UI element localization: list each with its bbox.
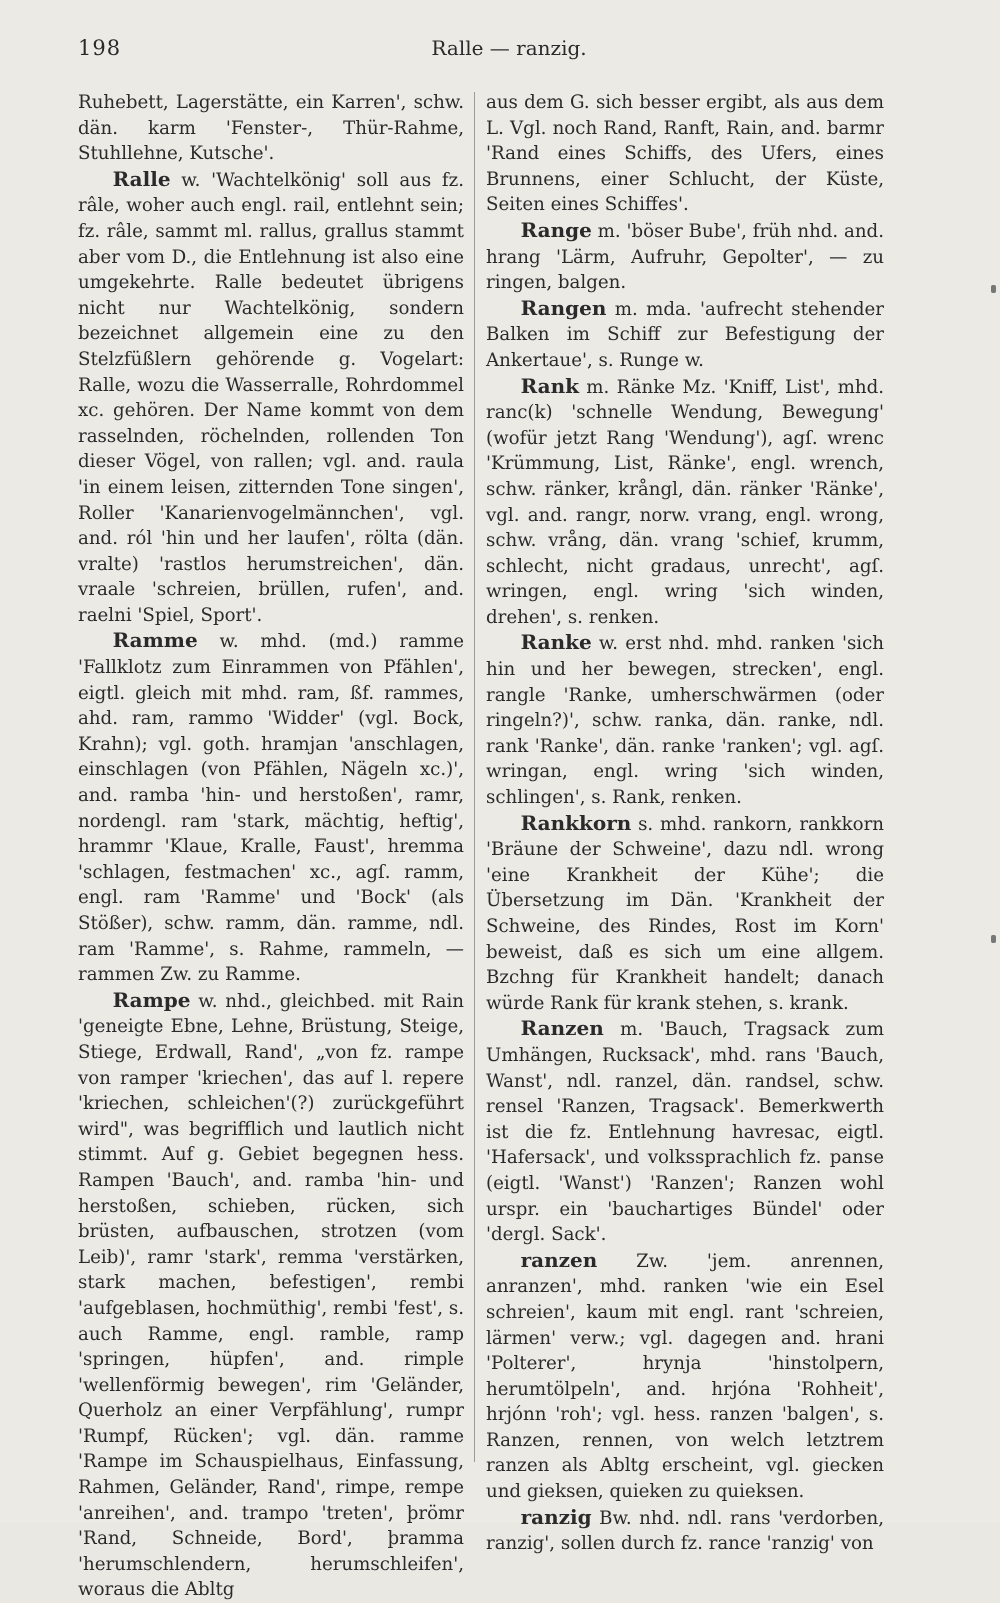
running-head: Ralle — ranzig. bbox=[431, 36, 587, 60]
page-header bbox=[78, 36, 940, 76]
entry-text: m. 'Bauch, Tragsack zum Umhängen, Rucksack', mhd. rans 'Bauch, Wanst', ndl. ranzel, dän. randsel, schw. rensel 'Ranzen, Tragsack'. Bemerkwerth ist die fz. Entlehnung havresac, eigtl. 'Hafersack', und volkssprachlich fz. panse (eigtl. 'Wanst') 'Ranzen'; Ranzen wohl urspr. ein 'bauchartiges Bündel' oder 'dergl. Sack'. bbox=[486, 1019, 884, 1246]
entry-continuation: Ruhebett, Lagerstätte, ein Karren', schw. dän. karm 'Fenster-, Thür-Rahme, Stuhllehne, Kutsche'. bbox=[78, 92, 464, 165]
entry-text: m. mda. 'aufrecht stehender Balken im Schiff zur Befestigung der Ankertaue', s. Runge w. bbox=[486, 298, 884, 371]
entry-continuation: aus dem G. sich besser ergibt, als aus dem L. Vgl. noch Rand, Ranft, Rain, and. barmr 'Rand eines Schiffs, des Ufers, eines Brunnens, einer Schlucht, der Küste, Seiten eines Schiffes'. bbox=[486, 92, 884, 216]
headword: Ranzen bbox=[520, 1016, 604, 1041]
headword: ranzig bbox=[520, 1504, 592, 1529]
entry-rampe bbox=[78, 988, 464, 1603]
entry-ralle bbox=[78, 167, 464, 629]
entry-text: m. 'böser Bube', früh nhd. and. hrang 'Lärm, Aufruhr, Gepolter', — zu ringen, balgen. bbox=[486, 220, 884, 294]
entry-text: Bw. nhd. ndl. rans 'verdorben, ranzig', sollen durch fz. rance 'ranzig' von bbox=[486, 1507, 884, 1555]
headword: Ranke bbox=[520, 630, 592, 655]
entry-ranzig bbox=[486, 1505, 884, 1557]
headword: Range bbox=[520, 217, 592, 242]
headword: ranzen bbox=[520, 1247, 598, 1272]
entry-text: w. nhd., gleichbed. mit Rain 'geneigte Ebne, Lehne, Brüstung, Steige, Stiege, Erdwall, Rand', „von fz. rampe von ramper 'kriechen', das auf l. repere 'kriechen, schleichen'(?) zurückgeführt wird", was begrifflich und lautlich nicht stimmt. Auf g. Gebiet begegnen hess. Rampen 'Bauch', and. ramba 'hin- und herstoßen, schieben, rücken, sich brüsten, aufbauschen, strotzen (vom Leib)', ramr 'stark', remma 'verstärken, stark machen, befestigen', rembi 'aufgeblasen, hochmüthig', rembi 'fest', s. auch Ramme, engl. ramble, ramp 'springen, hüpfen', and. rimple 'wellenförmig bewegen', rim 'Geländer, Querholz an einer Verpfählung', rumpr 'Rumpf, Rücken'; vgl. dän. ramme 'Rampe im Schauspielhaus, Einfassung, Rahmen, Geländer, Rand', rimpe, rempe 'anreihen', and. trampo 'treten', þrömr 'Rand, Schneide, Bord', þramma 'herumschlendern, herumschleifen', woraus die Abltg bbox=[78, 990, 464, 1601]
headword: Rangen bbox=[520, 295, 607, 320]
headword: Rampe bbox=[112, 987, 191, 1012]
entry-text: w. mhd. (md.) ramme 'Fallklotz zum Einrammen von Pfählen', eigtl. gleich mit mhd. ram, ßf. rammes, ahd. ram, rammo 'Widder' (vgl. Bock, Krahn); vgl. goth. hramjan 'anschlagen, einschlagen (von Pfählen, Nägeln xc.)', and. ramba 'hin- und herstoßen', ramr, nordengl. ram 'stark, mächtig, heftig', hrammr 'Klaue, Kralle, Faust', hremma 'schlagen, festmachen' xc., agſ. ramm, engl. ram 'Ramme' und 'Bock' (als Stößer), schw. ramm, dän. ramme, ndl. ram 'Ramme', s. Rahme, rammeln, — rammen Zw. zu Ramme. bbox=[78, 631, 464, 986]
entry-range bbox=[486, 218, 884, 296]
entry-text: w. erst nhd. mhd. ranken 'sich hin und her bewegen, strecken', engl. rangle 'Ranke, umherschwärmen (oder ringeln?)', schw. ranka, dän. ranke, ndl. rank 'Ranke', dän. ranke 'ranken'; vgl. agſ. wringan, engl. wring 'sich winden, schlingen', s. Rank, renken. bbox=[486, 633, 884, 809]
entry-ramme bbox=[78, 628, 464, 987]
entry-text: w. 'Wachtelkönig' soll aus fz. râle, woher auch engl. rail, entlehnt sein; fz. râle, sammt ml. rallus, grallus stammt aber vom D., die Entlehnung ist also eine umgekehrte. Ralle bedeutet übrigens nicht nur Wachtelkönig, sondern bezeichnet allgemein eine zu den Stelzfüßlern gehörende g. Vogelart: Ralle, wozu die Wasserralle, Rohrdommel xc. gehören. Der Name kommt von dem rasselnden, röchelnden, rollenden Ton dieser Vögel, von rallen; vgl. and. raula 'in einem leisen, zitternden Tone singen', Roller 'Kanarienvogelmännchen', vgl. and. ról 'hin und her laufen', rölta (dän. vralte) 'rastlos herumstreichen', dän. vraale 'schreien, brüllen, rufen', and. raelni 'Spiel, Sport'. bbox=[78, 169, 464, 626]
headword: Rank bbox=[520, 373, 580, 398]
entry-text: m. Ränke Mz. 'Kniff, List', mhd. ranc(k) 'schnelle Wendung, Bewegung' (wofür jetzt Rang 'Wendung'), agſ. wrenc 'Krümmung, List, Ränke', engl. wrench, schw. ränker, krångl, dän. ränker 'Ränke', vgl. and. rangr, norw. vrang, engl. wrong, schw. vrång, dän. vrang 'schief, krumm, schlecht, nicht gradaus, unrecht', agſ. wringen, engl. wring 'sich winden, drehen', s. renken. bbox=[486, 376, 884, 628]
page-number: 198 bbox=[78, 36, 122, 60]
page-edge-mark bbox=[991, 285, 996, 293]
entry-text: Zw. 'jem. anrennen, anranzen', mhd. ranken 'wie ein Esel schreien', kaum mit engl. rant 'schreien, lärmen' verw.; vgl. dagegen and. hrani 'Polterer', hrynja 'hinstolpern, herumtölpeln', and. hrjóna 'Rohheit', hrjónn 'roh'; vgl. hess. ranzen 'balgen', s. Ranzen, rennen, von welch letztrem ranzen als Abltg erscheint, vgl. giecken und gieksen, quieken zu quieksen. bbox=[486, 1250, 884, 1503]
headword: Rankkorn bbox=[520, 810, 632, 835]
headword: Ramme bbox=[112, 628, 198, 653]
page-edge-mark bbox=[991, 935, 996, 943]
entry-rangen bbox=[486, 296, 884, 374]
headword: Ralle bbox=[112, 166, 171, 191]
entry-ranke bbox=[486, 630, 884, 810]
left-column bbox=[78, 90, 464, 1603]
entry-ranzen-noun bbox=[486, 1016, 884, 1247]
entry-rank bbox=[486, 374, 884, 631]
entry-text: s. mhd. rankorn, rankkorn 'Bräune der Schweine', dazu ndl. wrong 'eine Krankheit der Kühe'; die Übersetzung im Dän. 'Krankheit der Schweine, des Rindes, Rost im Korn' beweist, daß es sich um eine allgem. Bzchng für Krankheit handelt; danach würde Rank für krank stehen, s. krank. bbox=[486, 813, 884, 1014]
entry-rankkorn bbox=[486, 811, 884, 1017]
column-divider bbox=[474, 92, 475, 1462]
entry-ranzen-verb bbox=[486, 1248, 884, 1505]
right-column bbox=[486, 90, 884, 1557]
